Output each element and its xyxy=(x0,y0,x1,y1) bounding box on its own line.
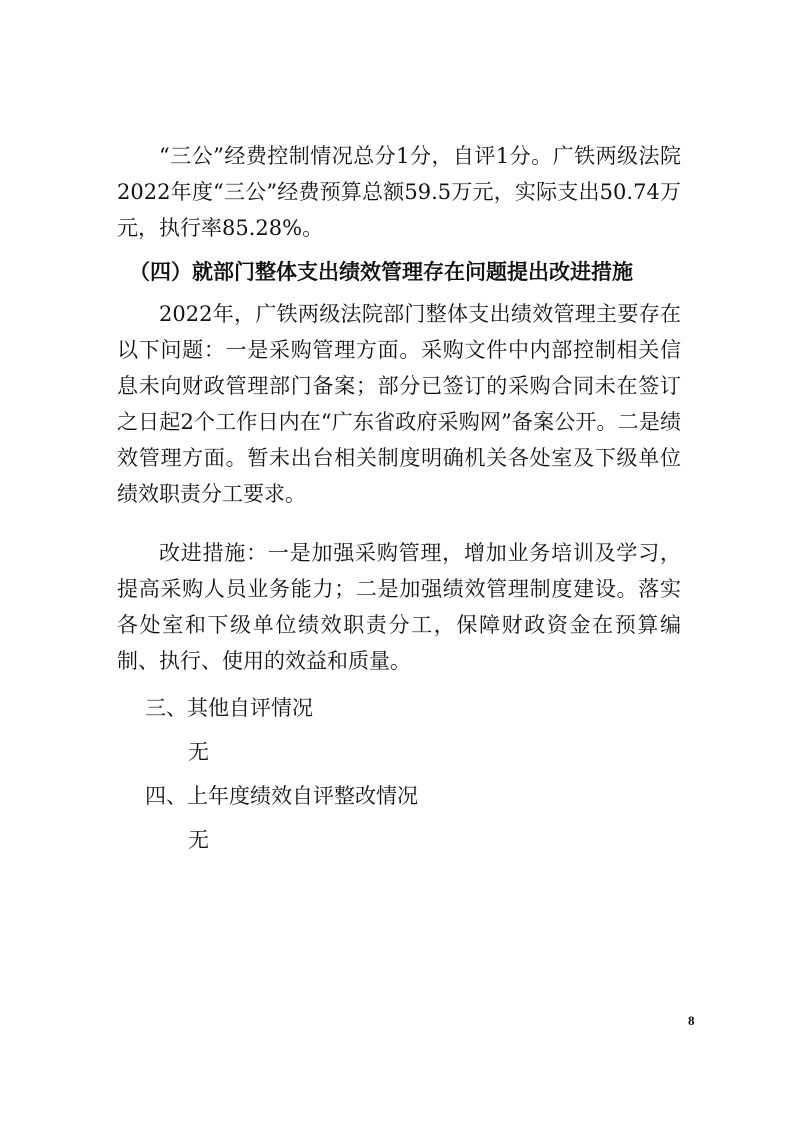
section-body-other-self-evaluation: 无 xyxy=(188,740,209,764)
subheading-improvement-measures: （四）就部门整体支出绩效管理存在问题提出改进措施 xyxy=(129,260,633,284)
paragraph-improvement-measures: 改进措施：一是加强采购管理，增加业务培训及学习，提高采购人员业务能力；二是加强绩效管理制度建设。落实各处室和下级单位绩效职责分工，保障财政资金在预算编制、执行、使用的效益和质量。 xyxy=(117,541,681,673)
paragraph-three-public-funds: “三公”经费控制情况总分1分，自评1分。广铁两级法院2022年度“三公”经费预算总额59.5万元，实际支出50.74万元，执行率85.28%。 xyxy=(117,144,681,240)
section-body-rectification: 无 xyxy=(188,828,209,852)
section-heading-rectification: 四、上年度绩效自评整改情况 xyxy=(145,784,418,808)
page-number: 8 xyxy=(688,1013,695,1028)
paragraph-problems: 2022年，广铁两级法院部门整体支出绩效管理主要存在以下问题：一是采购管理方面。采购文件中内部控制相关信息未向财政管理部门备案；部分已签订的采购合同未在签订之日起2个工作日内在“广东省政府采购网”备案公开。二是绩效管理方面。暂未出台相关制度明确机关各处室及下级单位绩效职责分工要求。 xyxy=(117,302,681,506)
section-heading-other-self-evaluation: 三、其他自评情况 xyxy=(145,696,313,720)
